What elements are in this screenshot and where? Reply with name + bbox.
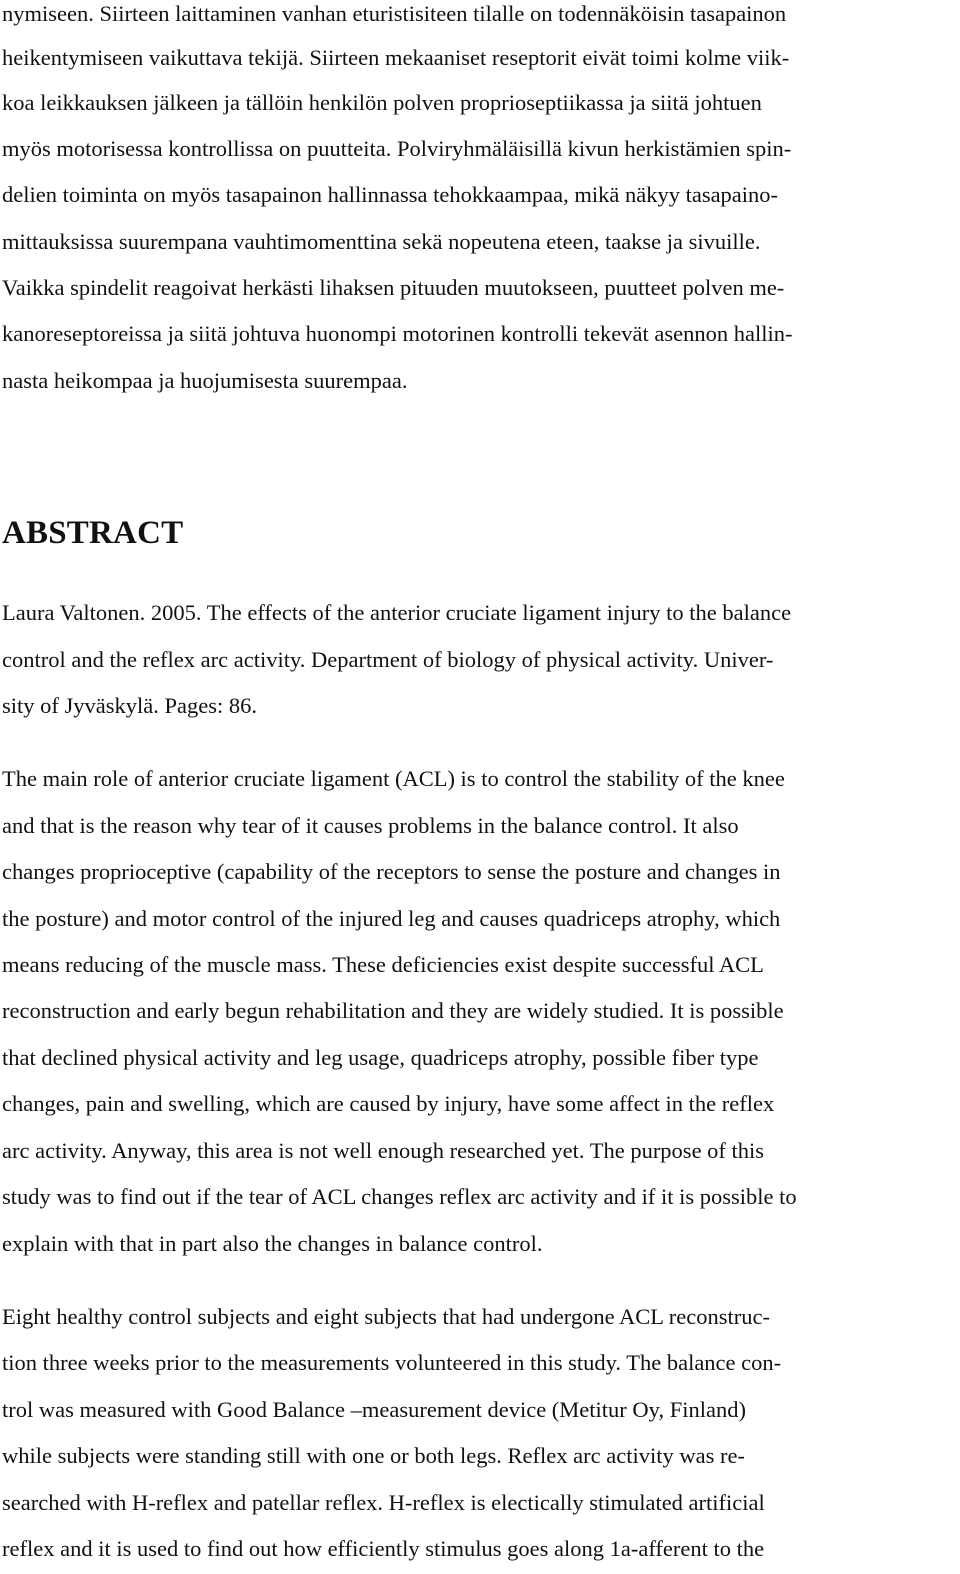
text-line: changes proprioceptive (capability of the receptors to sense the posture and changes in (2, 859, 781, 884)
text-line: myös motorisessa kontrollissa on puutteita. Polviryhmäläisillä kivun herkistämien spin- (2, 136, 792, 161)
text-line: and that is the reason why tear of it causes problems in the balance control. It also (2, 813, 739, 838)
text-line: while subjects were standing still with one or both legs. Reflex arc activity was re- (2, 1443, 745, 1468)
text-line: the posture) and motor control of the injured leg and causes quadriceps atrophy, which (2, 906, 781, 931)
text-line: mittauksissa suurempana vauhtimomenttina sekä nopeutena eteen, taakse ja sivuille. (2, 229, 761, 254)
text-line: The main role of anterior cruciate ligament (ACL) is to control the stability of the knee (2, 766, 785, 791)
text-line: nymiseen. Siirteen laittaminen vanhan eturistisiteen tilalle on todennäköisin tasapainon (2, 1, 787, 26)
text-line: heikentymiseen vaikuttava tekijä. Siirteen mekaaniset reseptorit eivät toimi kolme viik- (2, 45, 790, 70)
text-line: Laura Valtonen. 2005. The effects of the anterior cruciate ligament injury to the balance (2, 600, 792, 625)
text-line: reflex and it is used to find out how efficiently stimulus goes along 1a-afferent to the (2, 1536, 765, 1561)
text-line: kanoreseptoreissa ja siitä johtuva huonompi motorinen kontrolli tekevät asennon hallin- (2, 321, 793, 346)
text-line: changes, pain and swelling, which are caused by injury, have some affect in the reflex (2, 1091, 775, 1116)
text-line: explain with that in part also the changes in balance control. (2, 1231, 543, 1256)
text-line: koa leikkauksen jälkeen ja tällöin henkilön polven proprioseptiikassa ja siitä johtuen (2, 90, 762, 115)
text-line: nasta heikompaa ja huojumisesta suurempaa. (2, 368, 408, 393)
text-line: arc activity. Anyway, this area is not well enough researched yet. The purpose of this (2, 1138, 765, 1163)
text-line: searched with H-reflex and patellar reflex. H-reflex is electically stimulated artificial (2, 1490, 765, 1515)
text-line: that declined physical activity and leg usage, quadriceps atrophy, possible fiber type (2, 1045, 759, 1070)
text-line: study was to find out if the tear of ACL changes reflex arc activity and if it is possible to (2, 1184, 797, 1209)
text-line: reconstruction and early begun rehabilitation and they are widely studied. It is possible (2, 998, 784, 1023)
text-line: Eight healthy control subjects and eight subjects that had undergone ACL reconstruc- (2, 1304, 770, 1329)
abstract-heading: ABSTRACT (2, 515, 184, 551)
text-line: control and the reflex arc activity. Department of biology of physical activity. Univer- (2, 647, 774, 672)
text-line: delien toiminta on myös tasapainon hallinnassa tehokkaampaa, mikä näkyy tasapaino- (2, 182, 779, 207)
text-line: trol was measured with Good Balance –measurement device (Metitur Oy, Finland) (2, 1397, 746, 1422)
text-line: Vaikka spindelit reagoivat herkästi lihaksen pituuden muutokseen, puutteet polven me- (2, 275, 785, 300)
text-line: means reducing of the muscle mass. These deficiencies exist despite successful ACL (2, 952, 764, 977)
text-line: sity of Jyväskylä. Pages: 86. (2, 693, 257, 718)
text-line: tion three weeks prior to the measurements volunteered in this study. The balance con- (2, 1350, 782, 1375)
